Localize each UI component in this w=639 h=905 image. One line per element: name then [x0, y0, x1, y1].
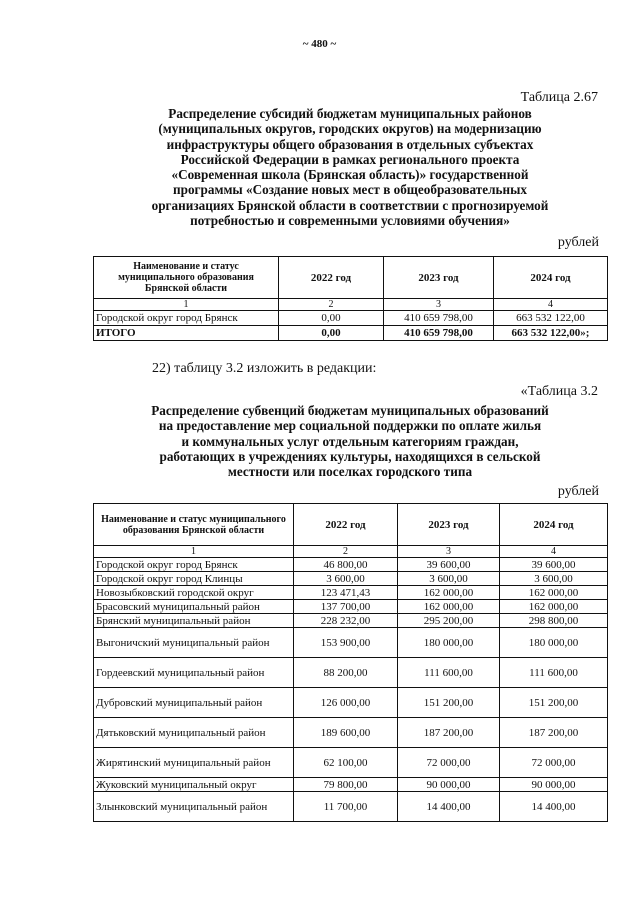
row-2022: 88 200,00: [294, 658, 398, 688]
subsidy-table: [93, 256, 608, 341]
row-name: Городской округ город Клинцы: [94, 572, 294, 586]
table-row: [94, 792, 608, 822]
row-2023: 295 200,00: [398, 614, 500, 628]
row-2024: 180 000,00: [500, 628, 608, 658]
table-label: «Таблица 3.2: [520, 384, 598, 399]
unit-label: рублей: [557, 235, 599, 250]
row-name: Гордеевский муниципальный район: [94, 658, 294, 688]
title-line: Распределение субвенций бюджетам муниципальных образований: [151, 403, 549, 418]
row-2022: 123 471,43: [294, 586, 398, 600]
row-name: Дятьковский муниципальный район: [94, 718, 294, 748]
col-number: 2: [294, 546, 398, 558]
title-line: программы «Создание новых мест в общеобразовательных: [173, 182, 527, 198]
column-number-row: [94, 546, 608, 558]
table-row: [94, 688, 608, 718]
row-2022: 228 232,00: [294, 614, 398, 628]
header-2024: 2024 год: [494, 257, 608, 299]
row-2022: 79 800,00: [294, 778, 398, 792]
row-2023: 162 000,00: [398, 586, 500, 600]
row-2022: 137 700,00: [294, 600, 398, 614]
row-name: Дубровский муниципальный район: [94, 688, 294, 718]
table-row: [94, 311, 608, 326]
table-label: Таблица 2.67: [520, 90, 598, 105]
table-row: [94, 600, 608, 614]
row-2024: 162 000,00: [500, 600, 608, 614]
row-2024: 39 600,00: [500, 558, 608, 572]
col-number: 3: [384, 299, 494, 311]
row-2023: 39 600,00: [398, 558, 500, 572]
row-2023: 90 000,00: [398, 778, 500, 792]
table-row: [94, 558, 608, 572]
row-2023: 14 400,00: [398, 792, 500, 822]
row-2023: 180 000,00: [398, 628, 500, 658]
amendment-text: 22) таблицу 3.2 изложить в редакции:: [152, 361, 377, 376]
table-title: [95, 403, 605, 479]
total-row: [94, 326, 608, 341]
title-line: (муниципальных округов, городских округов) на модернизацию: [158, 121, 542, 137]
unit-label: рублей: [557, 484, 599, 499]
header-row: [94, 257, 608, 299]
total-label: ИТОГО: [94, 326, 279, 341]
title-line: местности или поселках городского типа: [227, 464, 473, 480]
table-row: [94, 614, 608, 628]
table-row: [94, 628, 608, 658]
title-line: инфраструктуры общего образования в отдельных субъектах: [166, 136, 534, 152]
row-2022: 11 700,00: [294, 792, 398, 822]
row-name: Брянский муниципальный район: [94, 614, 294, 628]
table-row: [94, 572, 608, 586]
title-line: потребностью и современными условиями обучения»: [190, 213, 510, 229]
header-name: Наименование и статус муниципального образования Брянской области: [94, 257, 279, 299]
row-2024: 663 532 122,00: [494, 311, 608, 326]
table-title: [95, 106, 605, 228]
header-row: [94, 504, 608, 546]
row-2024: 72 000,00: [500, 748, 608, 778]
col-number: 1: [94, 299, 279, 311]
col-number: 3: [398, 546, 500, 558]
row-name: Городской округ город Брянск: [94, 558, 294, 572]
total-2024: 663 532 122,00»;: [494, 326, 608, 341]
row-2022: 62 100,00: [294, 748, 398, 778]
header-2024: 2024 год: [500, 504, 608, 546]
page-number: ~ 480 ~: [302, 38, 337, 50]
header-2022: 2022 год: [279, 257, 384, 299]
col-number: 2: [279, 299, 384, 311]
row-name: Выгоничский муниципальный район: [94, 628, 294, 658]
subvention-table: [93, 503, 608, 822]
col-number: 4: [500, 546, 608, 558]
title-line: организациях Брянской области в соответствии с прогнозируемой: [151, 197, 549, 213]
row-2022: 46 800,00: [294, 558, 398, 572]
row-2024: 111 600,00: [500, 658, 608, 688]
table-row: [94, 658, 608, 688]
header-2023: 2023 год: [398, 504, 500, 546]
title-line: «Современная школа (Брянская область)» государственной: [171, 167, 529, 183]
row-2023: 410 659 798,00: [384, 311, 494, 326]
col-number: 1: [94, 546, 294, 558]
total-2023: 410 659 798,00: [384, 326, 494, 341]
row-name: Жуковский муниципальный округ: [94, 778, 294, 792]
table-row: [94, 718, 608, 748]
row-name: Городской округ город Брянск: [94, 311, 279, 326]
row-2023: 111 600,00: [398, 658, 500, 688]
col-number: 4: [494, 299, 608, 311]
row-2023: 151 200,00: [398, 688, 500, 718]
row-2024: 90 000,00: [500, 778, 608, 792]
title-line: и коммунальных услуг отдельным категориям граждан,: [181, 433, 519, 449]
row-name: Жирятинский муниципальный район: [94, 748, 294, 778]
row-2022: 3 600,00: [294, 572, 398, 586]
row-2024: 151 200,00: [500, 688, 608, 718]
row-2022: 189 600,00: [294, 718, 398, 748]
row-2023: 187 200,00: [398, 718, 500, 748]
header-2023: 2023 год: [384, 257, 494, 299]
row-2022: 126 000,00: [294, 688, 398, 718]
row-name: Брасовский муниципальный район: [94, 600, 294, 614]
title-line: работающих в учреждениях культуры, находящихся в сельской: [159, 448, 541, 464]
total-2022: 0,00: [279, 326, 384, 341]
row-2022: 0,00: [279, 311, 384, 326]
title-line: на предоставление мер социальной поддержки по оплате жилья: [158, 418, 542, 434]
row-2023: 162 000,00: [398, 600, 500, 614]
row-2022: 153 900,00: [294, 628, 398, 658]
header-name: Наименование и статус муниципального образования Брянской области: [94, 504, 294, 546]
table-row: [94, 778, 608, 792]
table-row: [94, 748, 608, 778]
column-number-row: [94, 299, 608, 311]
title-line: Распределение субсидий бюджетам муниципальных районов: [168, 106, 532, 121]
title-line: Российской Федерации в рамках регионального проекта: [180, 151, 520, 167]
row-2024: 162 000,00: [500, 586, 608, 600]
table-row: [94, 586, 608, 600]
row-2023: 3 600,00: [398, 572, 500, 586]
row-name: Новозыбковский городской округ: [94, 586, 294, 600]
header-2022: 2022 год: [294, 504, 398, 546]
row-2024: 14 400,00: [500, 792, 608, 822]
row-2023: 72 000,00: [398, 748, 500, 778]
row-2024: 187 200,00: [500, 718, 608, 748]
row-2024: 3 600,00: [500, 572, 608, 586]
row-2024: 298 800,00: [500, 614, 608, 628]
row-name: Злынковский муниципальный район: [94, 792, 294, 822]
